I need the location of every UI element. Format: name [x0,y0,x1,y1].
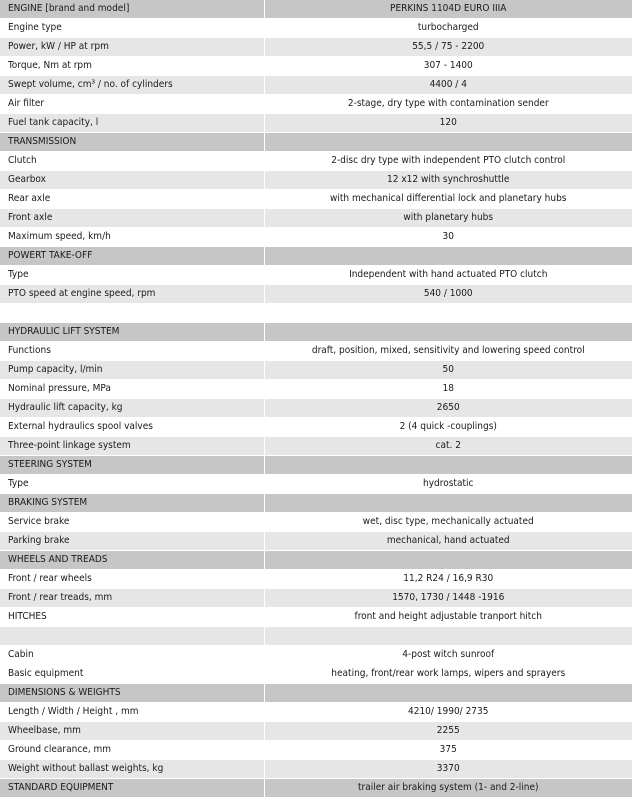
spec-value: front and height adjustable tranport hitch [264,608,632,626]
spec-value: cat. 2 [264,437,632,455]
section-title: STANDARD EQUIPMENT [0,779,264,797]
section-header-row [0,494,632,512]
spec-label: Three-point linkage system [0,437,264,455]
spec-value: PERKINS 1104D EURO IIIA [264,0,632,18]
spec-value: heating, front/rear work lamps, wipers and sprayers [264,665,632,683]
spec-label: Front / rear treads, mm [0,589,264,607]
section-title: ENGINE [brand and model] [0,0,264,18]
spec-value: 2255 [264,722,632,740]
spec-row [0,475,632,493]
spec-value: mechanical, hand actuated [264,532,632,550]
spec-label: Wheelbase, mm [0,722,264,740]
spec-label: Hydraulic lift capacity, kg [0,399,264,417]
spec-row [0,266,632,284]
spec-value: 2650 [264,399,632,417]
spec-value: 307 - 1400 [264,57,632,75]
spec-label: HITCHES [0,608,264,626]
spec-label: Front axle [0,209,264,227]
section-title: BRAKING SYSTEM [0,494,264,512]
spec-value: with mechanical differential lock and planetary hubs [264,190,632,208]
spec-row [0,722,632,740]
spec-label [0,627,264,645]
spec-label: Fuel tank capacity, l [0,114,264,132]
spec-value: turbocharged [264,19,632,37]
spec-value: hydrostatic [264,475,632,493]
spec-row [0,361,632,379]
spec-row [0,190,632,208]
spec-label: Clutch [0,152,264,170]
spec-value: 540 / 1000 [264,285,632,303]
spec-label: Front / rear wheels [0,570,264,588]
spec-label: Ground clearance, mm [0,741,264,759]
spec-row [0,741,632,759]
spec-value: 375 [264,741,632,759]
spec-value: 2 (4 quick -couplings) [264,418,632,436]
section-title: POWERT TAKE-OFF [0,247,264,265]
spec-value [264,684,632,702]
spec-row [0,665,632,683]
spec-row [0,171,632,189]
spec-label: Power, kW / HP at rpm [0,38,264,56]
spec-label: PTO speed at engine speed, rpm [0,285,264,303]
spec-label: Nominal pressure, MPa [0,380,264,398]
spacer-row [0,304,632,322]
section-title: DIMENSIONS & WEIGHTS [0,684,264,702]
spec-label: Torque, Nm at rpm [0,57,264,75]
spec-value [264,247,632,265]
spec-label: Basic equipment [0,665,264,683]
spec-value: 2-stage, dry type with contamination sender [264,95,632,113]
spec-row [0,646,632,664]
spec-label: Rear axle [0,190,264,208]
spec-value: 4210/ 1990/ 2735 [264,703,632,721]
spec-label: Length / Width / Height , mm [0,703,264,721]
spec-row [0,513,632,531]
spec-value [264,323,632,341]
section-header-row [0,133,632,151]
spec-label: Functions [0,342,264,360]
spec-row [0,76,632,94]
spec-value: 4-post witch sunroof [264,646,632,664]
spec-value: 11,2 R24 / 16,9 R30 [264,570,632,588]
spec-label: Type [0,266,264,284]
spec-row [0,285,632,303]
spec-row [0,437,632,455]
spec-label: Pump capacity, l/min [0,361,264,379]
spec-row [0,760,632,778]
spec-value [264,304,632,322]
spec-row [0,342,632,360]
spec-row [0,57,632,75]
spec-label: Cabin [0,646,264,664]
section-header-row [0,247,632,265]
spec-row [0,570,632,588]
spec-row [0,399,632,417]
spec-row [0,532,632,550]
spec-row [0,209,632,227]
spec-row [0,19,632,37]
spec-label [0,304,264,322]
spec-value [264,627,632,645]
spec-row [0,38,632,56]
spec-value: 55,5 / 75 - 2200 [264,38,632,56]
spec-value: 3370 [264,760,632,778]
spec-row [0,380,632,398]
spec-label: Type [0,475,264,493]
spec-label: Swept volume, cm³ / no. of cylinders [0,76,264,94]
spec-label: Gearbox [0,171,264,189]
spec-value: 12 x12 with synchroshuttle [264,171,632,189]
section-header-row [0,456,632,474]
spec-value [264,456,632,474]
spec-row [0,95,632,113]
spec-row [0,589,632,607]
spec-value [264,551,632,569]
section-header-row [0,684,632,702]
spec-label: Service brake [0,513,264,531]
spec-value: with planetary hubs [264,209,632,227]
spec-value: 2-disc dry type with independent PTO clutch control [264,152,632,170]
spec-row [0,703,632,721]
spec-row [0,418,632,436]
spec-value: 120 [264,114,632,132]
section-header-row [0,779,632,797]
spacer-row [0,627,632,645]
section-header-row [0,323,632,341]
spec-value: wet, disc type, mechanically actuated [264,513,632,531]
spec-row [0,228,632,246]
section-title: WHEELS AND TREADS [0,551,264,569]
spec-value: 18 [264,380,632,398]
spec-label: Weight without ballast weights, kg [0,760,264,778]
section-title: STEERING SYSTEM [0,456,264,474]
spec-value [264,133,632,151]
spec-row [0,152,632,170]
spec-value: 4400 / 4 [264,76,632,94]
spec-row [0,114,632,132]
spec-label: Air filter [0,95,264,113]
spec-value: Independent with hand actuated PTO clutch [264,266,632,284]
spec-value: draft, position, mixed, sensitivity and lowering speed control [264,342,632,360]
section-header-row [0,0,632,18]
spec-label: External hydraulics spool valves [0,418,264,436]
spec-label: Engine type [0,19,264,37]
spec-value [264,494,632,512]
section-header-row [0,551,632,569]
spec-value: 50 [264,361,632,379]
spec-value: 30 [264,228,632,246]
section-title: HYDRAULIC LIFT SYSTEM [0,323,264,341]
spec-label: Maximum speed, km/h [0,228,264,246]
spec-value: trailer air braking system (1- and 2-line) [264,779,632,797]
spec-label: Parking brake [0,532,264,550]
section-title: TRANSMISSION [0,133,264,151]
spec-value: 1570, 1730 / 1448 -1916 [264,589,632,607]
spec-row [0,608,632,626]
